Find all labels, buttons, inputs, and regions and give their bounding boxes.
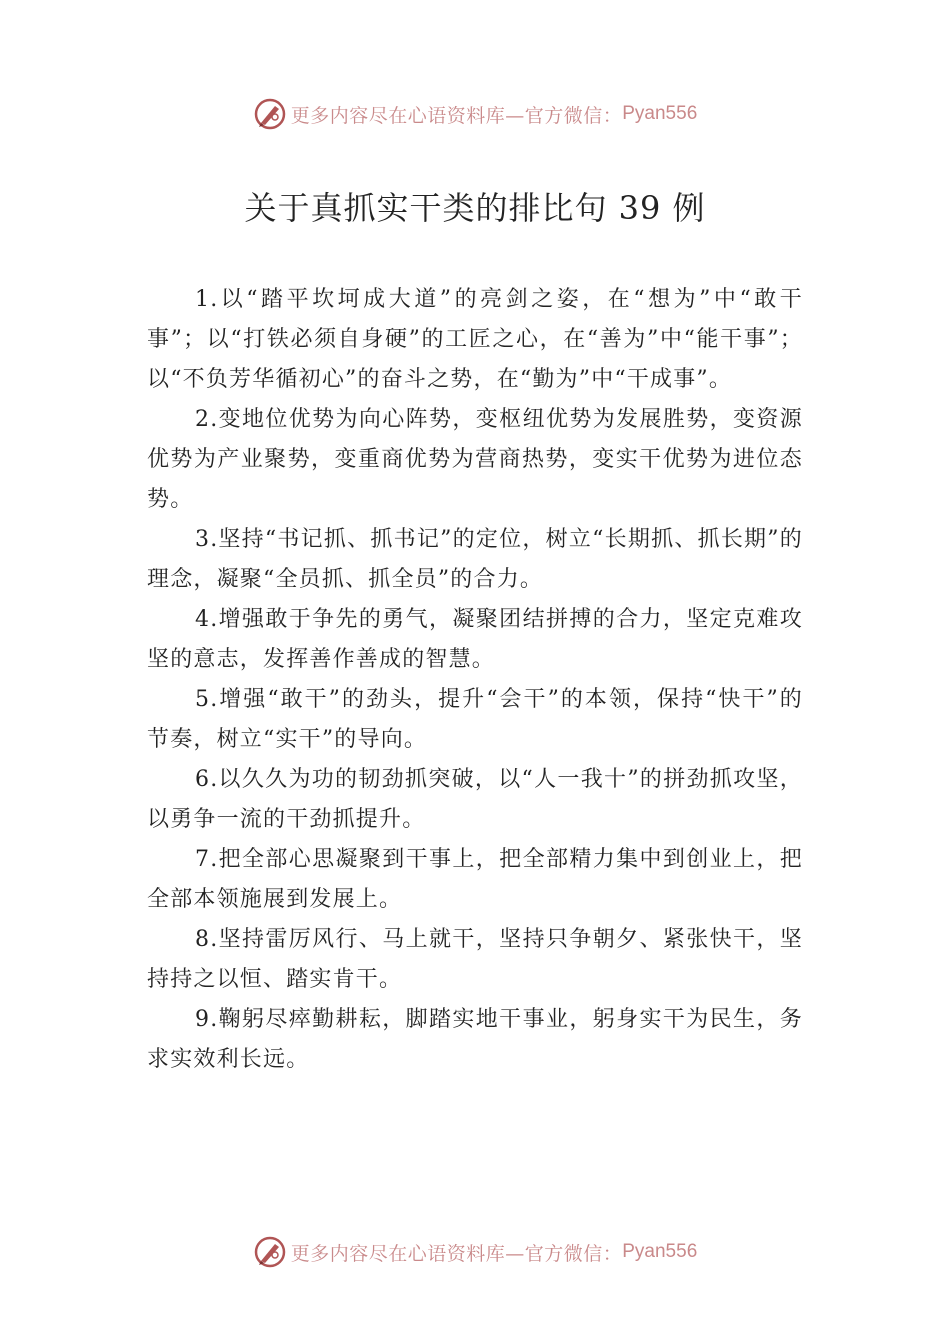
banner-text: 更多内容尽在心语资料库—官方微信： [290,1242,623,1265]
list-item: 4.增强敢于争先的勇气，凝聚团结拼搏的合力，坚定克难攻坚的意志，发挥善作善成的智慧。 [147,607,803,672]
list-item: 3.坚持“书记抓、抓书记”的定位，树立“长期抓、抓长期”的理念，凝聚“全员抓、抓全员”的合力。 [147,527,803,592]
list-item: 8.坚持雷厉风行、马上就干，坚持只争朝夕、紧张快干，坚持持之以恒、踏实肯干。 [147,927,803,992]
list-item: 2.变地位优势为向心阵势，变枢纽优势为发展胜势，变资源优势为产业聚势，变重商优势为营商热势，变实干优势为进位态势。 [147,407,803,512]
banner-wechat-id: Pyan556 [622,103,698,124]
pen-logo-icon [253,97,287,131]
list-item: 9.鞠躬尽瘁勤耕耘，脚踏实地干事业，躬身实干为民生，务求实效利长远。 [147,1007,803,1072]
banner-wechat-id: Pyan556 [622,1241,698,1262]
list-item: 5.增强“敢干”的劲头，提升“会干”的本领，保持“快干”的节奏，树立“实干”的导向。 [147,687,803,752]
document-title: 关于真抓实干类的排比句 39 例 [244,189,706,227]
document-body [147,280,803,1080]
list-item: 7.把全部心思凝聚到干事上，把全部精力集中到创业上，把全部本领施展到发展上。 [147,847,803,912]
footer-banner [0,1232,950,1272]
list-item: 6.以久久为功的韧劲抓突破，以“人一我十”的拼劲抓攻坚，以勇争一流的干劲抓提升。 [147,767,803,832]
banner-text: 更多内容尽在心语资料库—官方微信： [290,104,623,127]
list-item: 1.以“踏平坎坷成大道”的亮剑之姿，在“想为”中“敢干事”；以“打铁必须自身硬”的工匠之心，在“善为”中“能干事”；以“不负芳华循初心”的奋斗之势，在“勤为”中“干成事”。 [147,287,803,392]
pen-logo-icon [253,1235,287,1269]
header-banner [0,94,950,134]
